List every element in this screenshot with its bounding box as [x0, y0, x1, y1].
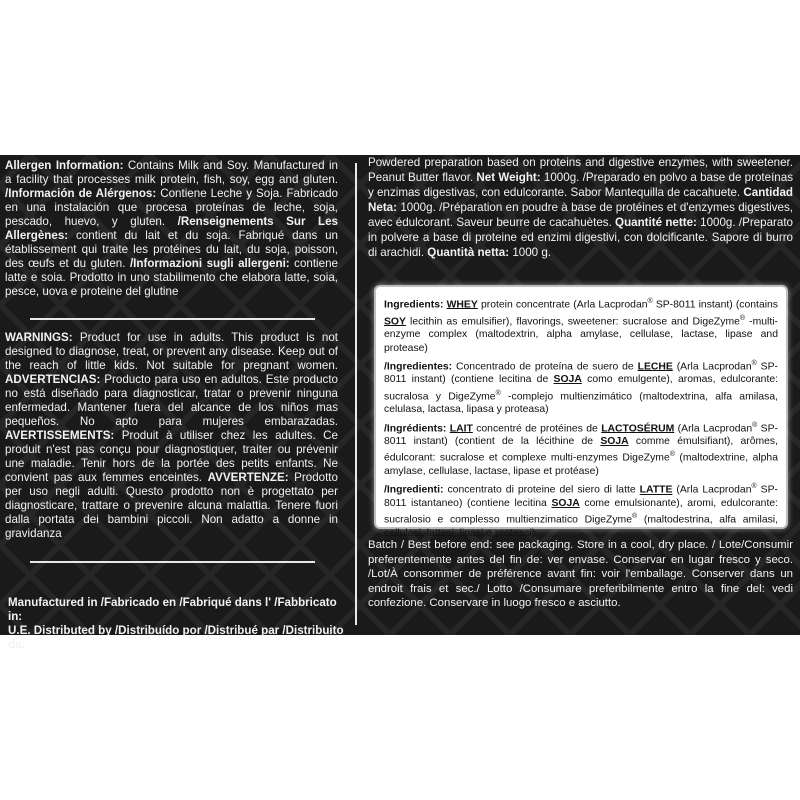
description-text-4: 1000g. /Preparato in polvere a base di proteine ed enzimi digestivi, con dolcificante. Sapore di burro di arachidi.	[368, 216, 793, 259]
manufacturer-info	[8, 596, 348, 652]
ingredients-text: concentrato di proteine del siero di latte	[443, 484, 640, 496]
ingredients-text: (Arla Lacprodan	[674, 422, 753, 434]
ingredients-text: lecithin as emulsifier), flavorings, sweetener: sucralose and DigeZyme	[405, 316, 740, 328]
allergen-fr-label: /Renseignements Sur Les Allergènes:	[5, 215, 339, 242]
ingredients-it-label: /Ingredienti:	[384, 484, 444, 496]
manufacturer-line-2: U.E. Distributed by /Distribuído por /Distribué par /Distribuito da:	[8, 624, 344, 651]
ingredients-text: SP-8011 instant) (contains	[652, 299, 778, 311]
warnings-en-label: WARNINGS:	[5, 331, 73, 344]
ingredients-en	[384, 295, 778, 355]
description-text-1: Powdered preparation based on proteins and digestive enzymes, with sweetener. Peanut Butter flavor.	[368, 156, 793, 184]
product-label-panel	[0, 155, 800, 651]
horizontal-divider	[30, 318, 315, 320]
quantita-netta-label: Quantità netta:	[427, 246, 510, 259]
ingredients-es-label: /Ingredientes:	[384, 361, 453, 373]
allergen-es-label: /Información de Alérgenos:	[5, 187, 157, 200]
registered-mark: ®	[647, 298, 653, 305]
batch-storage-info: Batch / Best before end: see packaging. Store in a cool, dry place. / Lote/Consumir preferentemente antes del fin de: ver envase. Conservar en lugar fresco y seco. /Lot/À consommer de préférence avant fin: voir l'emballage. Conserver dans un endroit frais et sec./ Lotto /Consumare preferibilmente entro la fine del: vedi confezione. Conservare in luogo fresco e asciutto.	[368, 539, 793, 609]
allergen-highlight: SOJA	[551, 497, 580, 509]
registered-mark: ®	[752, 421, 758, 429]
ingredients-text: SP-8011 instant) (contient de la lécithine de	[384, 422, 778, 448]
ingredients-it	[384, 480, 778, 540]
warnings-fr-text: Produit à utiliser chez les adultes. Ce produit n'est pas conçu pour diagnostiquer, traiter ou prévenir une maladie. Tenir hors de la portée des petits enfants. Ne convient pas aux femmes enceintes.	[5, 429, 338, 484]
ingredients-text: -complejo multienzimático (maltodextrina, alfa amilasa, celulasa, lactasa, lipasa y proteasa)	[384, 391, 778, 416]
ingredients-text: -multi-enzyme complex (maltodextrin, alpha amylase, cellulase, lactase, lipase and protease)	[384, 316, 778, 354]
allergen-highlight: SOJA	[553, 374, 582, 386]
description-text-3: 1000g. /Préparation en poudre à base de protéines et d'enzymes digestives, avec édulcorant. Saveur beurre de cacahuètes.	[368, 201, 793, 229]
ingredients-fr	[384, 419, 778, 479]
allergen-fr-text: contient du lait et du soja. Fabriqué dans un établissement qui traite les protéines du lait, du soja, poisson, des œufs et du gluten.	[5, 229, 338, 270]
warnings-section	[5, 331, 338, 541]
ingredients-text: concentré de protéines de	[472, 422, 602, 434]
warnings-es-text: Producto para uso en adultos. Este producto no está diseñado para diagnosticar, tratar o prevenir ninguna enfermedad. Mantener fuera del alcance de los niños mas pequeños. No apto para mujeres embarazadas.	[5, 373, 338, 428]
allergen-highlight: SOY	[384, 316, 406, 328]
ingredients-text: Concentrado de proteína de suero de	[452, 361, 638, 373]
allergen-highlight: SOJA	[600, 436, 629, 448]
description-text-5: 1000 g.	[509, 246, 552, 259]
quantite-nette-label: Quantité nette:	[615, 216, 697, 229]
horizontal-divider	[30, 561, 315, 563]
allergen-highlight: LECHE	[637, 361, 673, 373]
registered-mark: ®	[669, 451, 675, 459]
ingredients-fr-label: /Ingrédients:	[384, 422, 447, 434]
cantidad-neta-label: Cantidad Neta:	[368, 186, 793, 214]
allergen-en-label: Allergen Information:	[5, 159, 124, 172]
ingredients-box	[374, 285, 788, 539]
ingredients-text: protein concentrate (Arla Lacprodan	[477, 299, 648, 311]
warnings-it-label: AVVERTENZE:	[207, 471, 289, 484]
allergen-it-label: /Informazioni sugli allergeni:	[129, 257, 290, 270]
registered-mark: ®	[632, 513, 638, 521]
allergen-highlight: LACTOSÉRUM	[601, 422, 675, 434]
ingredients-text: comme émulsifiant), arômes, édulcorant: sucralose et complexe multi-enzymes DigeZyme	[384, 436, 778, 464]
registered-mark: ®	[751, 483, 757, 491]
allergen-highlight: LAIT	[449, 422, 473, 434]
allergen-highlight: LATTE	[639, 484, 673, 496]
product-description	[368, 155, 793, 260]
allergen-it-text: contiene latte e soia. Prodotto in uno stabilimento che elabora latte, soia, pesce, uova e proteine del glutine	[5, 257, 338, 298]
registered-mark: ®	[495, 389, 501, 397]
ingredients-text: (Arla Lacprodan	[672, 361, 752, 373]
allergen-es-text: Contiene Leche y Soja. Fabricado en una instalación que procesa proteínas de leche, soja, pescado, huevo, y gluten.	[5, 187, 338, 228]
allergen-information	[5, 159, 338, 299]
allergen-highlight: WHEY	[446, 299, 478, 311]
net-weight-label: Net Weight:	[476, 171, 541, 184]
registered-mark: ®	[751, 359, 757, 367]
ingredients-en-label: Ingredients:	[384, 299, 444, 311]
ingredients-text: SP-8011 instant) (contiene lecitina de	[384, 361, 778, 386]
ingredients-text: como emulgente), aromas, edulcorante: sucralosa y DigeZyme	[384, 374, 778, 403]
ingredients-text: come emulsionante), aromi, edulcorante: sucralosio e complesso multienzimatico DigeZyme	[384, 497, 779, 526]
warnings-en-text: Product for use in adults. This product is not designed to diagnose, treat, or prevent any disease. Keep out of the reach of little kids. Not suitable for pregnant women.	[5, 331, 338, 372]
ingredients-text: (maltodextrine, alpha amylase, cellulase, lactase, lipase et protéase)	[384, 452, 778, 478]
manufacturer-line-1: Manufactured in /Fabricado en /Fabriqué dans l' /Fabbricato in:	[8, 596, 337, 623]
ingredients-text: (Arla Lacprodan	[672, 484, 752, 496]
registered-mark: ®	[739, 314, 746, 322]
warnings-fr-label: AVERTISSEMENTS:	[5, 429, 115, 442]
allergen-en-text: Contains Milk and Soy. Manufactured in a facility that processes milk protein, fish, soy, egg and gluten.	[5, 159, 339, 186]
description-text-2: 1000g. /Preparado en polvo a base de proteínas y enzimas digestivas, con edulcorante. Sabor Mantequilla de cacahuete.	[368, 171, 793, 199]
ingredients-text: (maltodestrina, alfa amilasi, cellulasi, lattasi, lipasi e proteasi)	[384, 514, 778, 539]
ingredients-es	[384, 357, 778, 417]
warnings-it-text: Prodotto per uso negli adulti. Questo prodotto non è progettato per diagnosticare, trattare o prevenire alcuna malattia. Tenere fuori dalla portata dei bambini piccoli. Non adatto a donne in gravidanza	[5, 471, 338, 540]
warnings-es-label: ADVERTENCIAS:	[5, 373, 101, 386]
ingredients-text: SP-8011 istantaneo) (contiene lecitina	[384, 484, 778, 509]
vertical-divider	[355, 163, 357, 625]
